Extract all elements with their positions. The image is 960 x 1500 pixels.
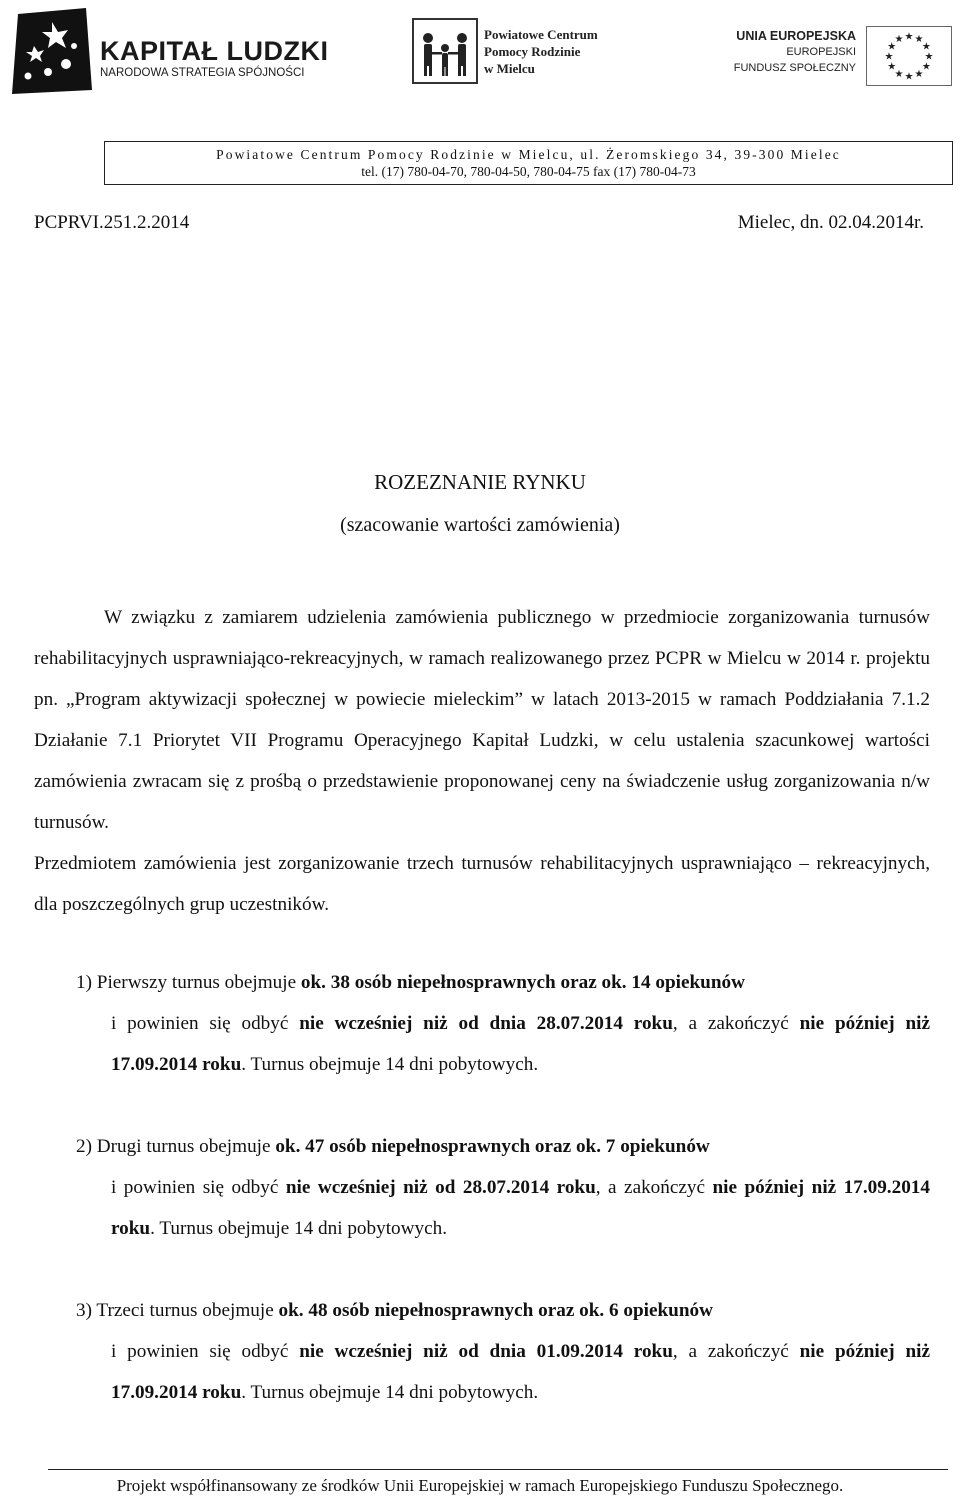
eu-logo-line1: UNIA EUROPEJSKA xyxy=(736,29,856,43)
intro-paragraph: W związku z zamiarem udzielenia zamówienia publicznego w przedmiocie zorganizowania turnusów rehabilitacyjnych usprawniająco-rekreacyjnych, w ramach realizowanego przez PCPR w Mielcu w 2014 r. projektu pn. „Program aktywizacji społecznej w powiecie mieleckim” w latach 2013-2015 w ramach Poddziałania 7.1.2 Działanie 7.1 Priorytet VII Programu Operacyjnego Kapitał Ludzki, w celu ustalenia szacunkowej wartości zamówienia zwracam się z prośbą o przedstawienie proponowanej ceny na świadczenie usług zorganizowania n/w turnusów. xyxy=(34,607,930,833)
item-mid: i powinien się odbyć xyxy=(111,1013,300,1034)
eu-star-icon: ★ xyxy=(894,34,904,46)
eu-star-icon: ★ xyxy=(904,31,914,43)
list-item xyxy=(76,962,930,1085)
item-mid: i powinien się odbyć xyxy=(111,1341,300,1362)
item-tail: . Turnus obejmuje 14 dni pobytowych. xyxy=(241,1382,539,1403)
eu-star-icon: ★ xyxy=(904,71,914,83)
document-title: ROZEZNANIE RYNKU xyxy=(374,470,586,494)
logo-bar xyxy=(0,0,960,110)
kapital-ludzki-title: KAPITAŁ LUDZKI xyxy=(100,36,329,66)
item-persons: ok. 38 osób niepełnosprawnych oraz ok. 14 opiekunów xyxy=(300,972,745,993)
footer-text: Projekt współfinansowany ze środków Unii Europejskiej w ramach Europejskiego Funduszu Społecznego. xyxy=(116,1476,844,1495)
item-end-date: nie później niż 17.09.2014 roku xyxy=(111,1177,930,1239)
eu-star-icon: ★ xyxy=(914,68,924,80)
subject-paragraph: Przedmiotem zamówienia jest zorganizowanie trzech turnusów rehabilitacyjnych usprawniająco – rekreacyjnych, dla poszczególnych grup uczestników. xyxy=(34,853,930,915)
eu-star-icon: ★ xyxy=(921,61,931,73)
item-persons: ok. 48 osób niepełnosprawnych oraz ok. 6 opiekunów xyxy=(278,1300,713,1321)
pcpr-logo xyxy=(412,18,632,88)
eu-flag-icon xyxy=(866,26,952,86)
contact-line: tel. (17) 780-04-70, 780-04-50, 780-04-75 fax (17) 780-04-73 xyxy=(361,164,696,179)
item-end-date: nie później niż 17.09.2014 roku xyxy=(111,1341,930,1403)
reference-number: PCPRVI.251.2.2014 xyxy=(34,212,190,233)
item-mid2: , a zakończyć xyxy=(672,1341,800,1362)
pcpr-logo-line1: Powiatowe Centrum xyxy=(484,27,598,42)
pcpr-logo-line3: w Mielcu xyxy=(484,61,535,76)
family-icon xyxy=(412,18,478,84)
document-date: Mielec, dn. 02.04.2014r. xyxy=(737,212,924,233)
item-start-date: nie wcześniej niż od dnia 28.07.2014 roku xyxy=(299,1013,673,1034)
document-subtitle: (szacowanie wartości zamówienia) xyxy=(340,514,620,536)
item-lead: 2) Drugi turnus obejmuje xyxy=(76,1136,276,1157)
item-end-date: nie później niż 17.09.2014 roku xyxy=(111,1013,930,1075)
item-mid2: , a zakończyć xyxy=(672,1013,800,1034)
eu-logo-line3: FUNDUSZ SPOŁECZNY xyxy=(733,62,856,74)
footer-divider xyxy=(48,1469,948,1470)
item-tail: . Turnus obejmuje 14 dni pobytowych. xyxy=(150,1218,447,1239)
address-header xyxy=(104,141,953,185)
eu-star-icon: ★ xyxy=(887,61,897,73)
item-start-date: nie wcześniej niż od 28.07.2014 roku xyxy=(285,1177,596,1198)
kapital-ludzki-subtitle: NARODOWA STRATEGIA SPÓJNOŚCI xyxy=(100,67,305,79)
eu-star-icon: ★ xyxy=(921,41,931,53)
item-mid2: , a zakończyć xyxy=(595,1177,713,1198)
kapital-ludzki-logo xyxy=(8,6,338,96)
kapital-ludzki-emblem-icon xyxy=(8,6,94,96)
eu-star-icon: ★ xyxy=(884,51,894,63)
eu-star-icon: ★ xyxy=(924,51,934,63)
document-body xyxy=(34,597,930,925)
item-persons: ok. 47 osób niepełnosprawnych oraz ok. 7 opiekunów xyxy=(275,1136,710,1157)
eu-star-icon: ★ xyxy=(914,34,924,46)
eu-logo-line2: EUROPEJSKI xyxy=(786,46,856,58)
pcpr-logo-line2: Pomocy Rodzinie xyxy=(484,44,581,59)
eu-star-icon: ★ xyxy=(887,41,897,53)
item-tail: . Turnus obejmuje 14 dni pobytowych. xyxy=(241,1054,539,1075)
eu-logo xyxy=(716,20,956,90)
list-item xyxy=(76,1126,930,1249)
address-line: Powiatowe Centrum Pomocy Rodzinie w Mielcu, ul. Żeromskiego 34, 39-300 Mielec xyxy=(216,147,841,162)
item-lead: 1) Pierwszy turnus obejmuje xyxy=(76,972,301,993)
item-start-date: nie wcześniej niż od dnia 01.09.2014 roku xyxy=(299,1341,673,1362)
list-item xyxy=(76,1290,930,1413)
item-lead: 3) Trzeci turnus obejmuje xyxy=(76,1300,279,1321)
item-mid: i powinien się odbyć xyxy=(111,1177,286,1198)
eu-star-icon: ★ xyxy=(894,68,904,80)
